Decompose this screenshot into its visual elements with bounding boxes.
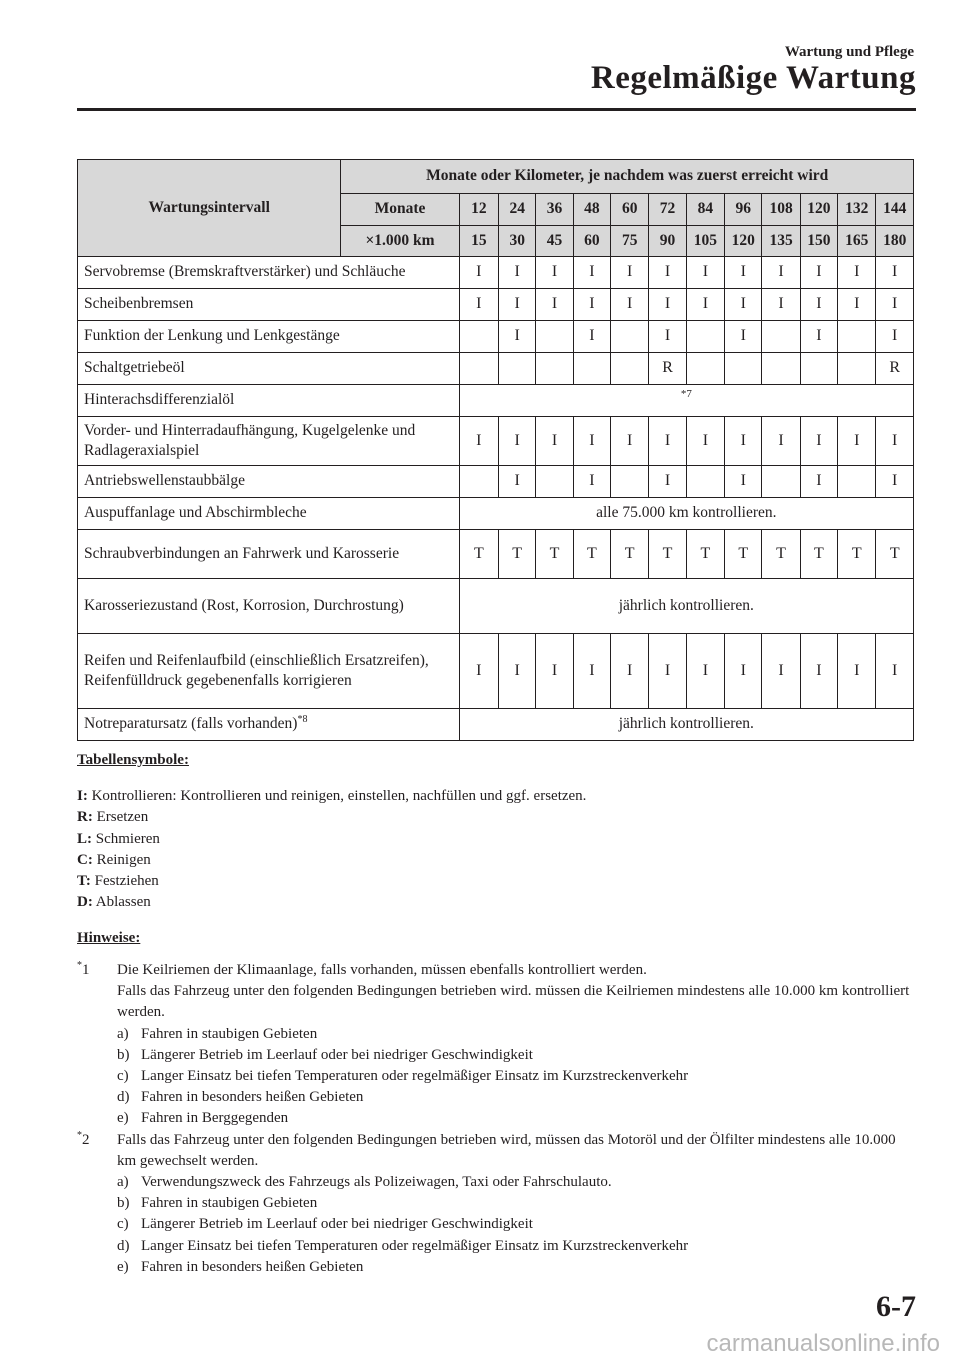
interval-cell bbox=[536, 353, 573, 385]
interval-cell: I bbox=[800, 417, 837, 466]
interval-cell: I bbox=[611, 289, 649, 321]
interval-cell: I bbox=[800, 321, 837, 353]
month-cell: 108 bbox=[762, 194, 800, 226]
km-cell: 60 bbox=[573, 226, 610, 257]
note-num-text: 2 bbox=[82, 1131, 90, 1148]
month-cell: 96 bbox=[725, 194, 762, 226]
interval-cell: I bbox=[800, 257, 837, 289]
interval-cell: I bbox=[611, 417, 649, 466]
note-sub-letter: d) bbox=[117, 1237, 130, 1254]
note-sub-letter: c) bbox=[117, 1216, 129, 1233]
interval-cell: T bbox=[573, 530, 610, 579]
table-row bbox=[78, 321, 914, 353]
interval-cell: I bbox=[838, 289, 876, 321]
interval-cell: I bbox=[499, 417, 536, 466]
interval-cell: I bbox=[686, 634, 724, 709]
item-label-text: Hinterachsdifferenzialöl bbox=[84, 391, 235, 409]
note-subitem bbox=[117, 1172, 917, 1193]
interval-cell: T bbox=[499, 530, 536, 579]
interval-cell: I bbox=[725, 417, 762, 466]
table-row bbox=[78, 579, 914, 634]
note-sub-letter: e) bbox=[117, 1258, 129, 1275]
item-label bbox=[78, 466, 460, 498]
interval-cell: R bbox=[876, 353, 914, 385]
km-cell: 180 bbox=[876, 226, 914, 257]
interval-cell bbox=[459, 353, 498, 385]
interval-cell: I bbox=[459, 257, 498, 289]
item-label-text: Reifen und Reifenlaufbild (einschließlich Ersatzreifen), Reifenfülldruck gegebenenfalls korrigieren bbox=[84, 651, 429, 689]
table-row bbox=[78, 289, 914, 321]
km-cell: 165 bbox=[838, 226, 876, 257]
interval-cell: I bbox=[725, 321, 762, 353]
note-item bbox=[77, 960, 917, 1130]
interval-cell bbox=[725, 353, 762, 385]
interval-cell: I bbox=[762, 257, 800, 289]
interval-cell bbox=[459, 321, 498, 353]
month-cell: 36 bbox=[536, 194, 573, 226]
interval-cell bbox=[762, 353, 800, 385]
table-row bbox=[78, 353, 914, 385]
interval-cell: I bbox=[876, 634, 914, 709]
interval-cell: T bbox=[649, 530, 686, 579]
item-label-text: Antriebswellenstaubbälge bbox=[84, 472, 245, 490]
item-label bbox=[78, 530, 460, 579]
km-label: ×1.000 km bbox=[341, 226, 459, 257]
table-row bbox=[78, 530, 914, 579]
item-label bbox=[78, 498, 460, 530]
interval-cell: I bbox=[725, 289, 762, 321]
interval-cell bbox=[838, 466, 876, 498]
item-label-text: Schraubverbindungen an Fahrwerk und Karosserie bbox=[84, 544, 400, 562]
item-label bbox=[78, 353, 460, 385]
interval-cell: I bbox=[459, 417, 498, 466]
note-number bbox=[77, 1130, 90, 1151]
interval-cell: I bbox=[762, 289, 800, 321]
note-sub-letter: e) bbox=[117, 1110, 129, 1127]
interval-cell: I bbox=[611, 257, 649, 289]
interval-cell: I bbox=[725, 634, 762, 709]
interval-cell bbox=[838, 321, 876, 353]
table-row bbox=[78, 634, 914, 709]
note-sub-letter: a) bbox=[117, 1174, 129, 1191]
interval-cell: I bbox=[686, 417, 724, 466]
interval-cell: I bbox=[459, 289, 498, 321]
item-label bbox=[78, 385, 460, 417]
interval-cell: I bbox=[686, 289, 724, 321]
notes-list bbox=[77, 960, 917, 1278]
item-label-text: Vorder- und Hinterradaufhängung, Kugelgelenke und Radlageraxialspiel bbox=[84, 421, 416, 459]
month-cell: 120 bbox=[800, 194, 837, 226]
legend-text: Ersetzen bbox=[96, 809, 149, 826]
interval-cell: I bbox=[573, 321, 610, 353]
footnote-ref: *8 bbox=[297, 714, 308, 726]
interval-cell: I bbox=[536, 257, 573, 289]
interval-cell: I bbox=[762, 634, 800, 709]
legend-symbol: I: bbox=[77, 788, 88, 804]
interval-cell: I bbox=[573, 289, 610, 321]
interval-cell: T bbox=[611, 530, 649, 579]
interval-cell: R bbox=[649, 353, 686, 385]
interval-cell: I bbox=[499, 634, 536, 709]
km-cell: 105 bbox=[686, 226, 724, 257]
legend-text: Schmieren bbox=[95, 830, 160, 847]
interval-cell: I bbox=[686, 257, 724, 289]
interval-cell: T bbox=[876, 530, 914, 579]
interval-cell: I bbox=[499, 466, 536, 498]
interval-cell: I bbox=[725, 466, 762, 498]
table-row bbox=[78, 257, 914, 289]
item-label-text: Funktion der Lenkung und Lenkgestänge bbox=[84, 327, 340, 345]
note-star: * bbox=[77, 960, 82, 971]
note-star: * bbox=[77, 1129, 82, 1141]
interval-cell: I bbox=[573, 634, 610, 709]
interval-cell: T bbox=[725, 530, 762, 579]
interval-label: Wartungsintervall bbox=[78, 160, 341, 257]
interval-cell: T bbox=[838, 530, 876, 579]
interval-cell bbox=[611, 321, 649, 353]
interval-cell: I bbox=[499, 289, 536, 321]
item-label bbox=[78, 709, 460, 741]
item-label-text: Auspuffanlage und Abschirmbleche bbox=[84, 504, 307, 522]
note-line: Die Keilriemen der Klimaanlage, falls vorhanden, müssen ebenfalls kontrolliert werden. bbox=[117, 962, 647, 978]
legend-item bbox=[77, 786, 586, 807]
month-cell: 84 bbox=[686, 194, 724, 226]
interval-cell: T bbox=[762, 530, 800, 579]
legend-text: Kontrollieren: Kontrollieren und reinigen, einstellen, nachfüllen und ggf. ersetzen. bbox=[91, 788, 587, 804]
interval-cell: I bbox=[800, 634, 837, 709]
note-subitem bbox=[117, 1108, 917, 1129]
km-cell: 15 bbox=[459, 226, 498, 257]
interval-cell bbox=[762, 321, 800, 353]
km-cell: 75 bbox=[611, 226, 649, 257]
interval-cell: I bbox=[499, 257, 536, 289]
km-cell: 90 bbox=[649, 226, 686, 257]
note-subitem bbox=[117, 1193, 917, 1214]
note-subitem bbox=[117, 1257, 917, 1278]
interval-cell: I bbox=[499, 321, 536, 353]
note-sub-text: Fahren in besonders heißen Gebieten bbox=[141, 1258, 364, 1275]
item-label-text: Karosseriezustand (Rost, Korrosion, Durchrostung) bbox=[84, 596, 404, 614]
interval-cell: I bbox=[536, 289, 573, 321]
interval-cell bbox=[611, 466, 649, 498]
note-sub-text: Langer Einsatz bei tiefen Temperaturen oder regelmäßiger Einsatz im Kurzstreckenverkehr bbox=[141, 1068, 689, 1085]
interval-cell: I bbox=[762, 417, 800, 466]
note-subitem bbox=[117, 1087, 917, 1108]
header-row bbox=[78, 160, 914, 194]
item-label bbox=[78, 321, 460, 353]
month-cell: 132 bbox=[838, 194, 876, 226]
note-sub-letter: a) bbox=[117, 1025, 129, 1042]
interval-cell: I bbox=[536, 634, 573, 709]
maintenance-table bbox=[77, 159, 914, 741]
legend-title: Tabellensymbole: bbox=[77, 752, 189, 768]
item-label bbox=[78, 257, 460, 289]
watermark: carmanualsonline.info bbox=[706, 1330, 940, 1357]
interval-note: alle 75.000 km kontrollieren. bbox=[459, 498, 913, 530]
interval-cell: I bbox=[725, 257, 762, 289]
interval-cell: I bbox=[649, 466, 686, 498]
note-subitem bbox=[117, 1236, 917, 1257]
note-subitem bbox=[117, 1024, 917, 1045]
item-label bbox=[78, 417, 460, 466]
note-sub-letter: d) bbox=[117, 1089, 130, 1106]
km-cell: 30 bbox=[499, 226, 536, 257]
interval-cell bbox=[762, 466, 800, 498]
section-header: Wartung und Pflege bbox=[784, 44, 914, 60]
interval-cell: T bbox=[536, 530, 573, 579]
month-cell: 60 bbox=[611, 194, 649, 226]
month-cell: 48 bbox=[573, 194, 610, 226]
month-cell: 144 bbox=[876, 194, 914, 226]
interval-cell: I bbox=[649, 321, 686, 353]
interval-cell: I bbox=[573, 417, 610, 466]
interval-cell: I bbox=[649, 417, 686, 466]
interval-cell bbox=[573, 353, 610, 385]
note-line: Falls das Fahrzeug unter den folgenden Bedingungen betrieben wird, müssen das Motoröl und der Ölfilter mindestens alle 10.000 km gewechselt werden. bbox=[117, 1131, 896, 1169]
km-cell: 45 bbox=[536, 226, 573, 257]
interval-cell bbox=[459, 466, 498, 498]
note-sub-letter: b) bbox=[117, 1046, 130, 1063]
interval-cell bbox=[800, 353, 837, 385]
note-sub-text: Längerer Betrieb im Leerlauf oder bei niedriger Geschwindigkeit bbox=[141, 1216, 533, 1233]
note-sub-text: Verwendungszweck des Fahrzeugs als Polizeiwagen, Taxi oder Fahrschulauto. bbox=[141, 1174, 612, 1191]
item-label bbox=[78, 634, 460, 709]
table-row bbox=[78, 385, 914, 417]
note-subitem bbox=[117, 1066, 917, 1087]
km-cell: 150 bbox=[800, 226, 837, 257]
legend-item bbox=[77, 892, 586, 913]
item-label-text: Servobremse (Bremskraftverstärker) und Schläuche bbox=[84, 263, 406, 281]
interval-cell: T bbox=[686, 530, 724, 579]
note-sub-text: Fahren in staubigen Gebieten bbox=[141, 1195, 318, 1212]
legend-item bbox=[77, 829, 586, 850]
interval-cell bbox=[499, 353, 536, 385]
interval-cell: I bbox=[649, 634, 686, 709]
note-sub-letter: c) bbox=[117, 1068, 129, 1085]
interval-cell: I bbox=[536, 417, 573, 466]
interval-cell: I bbox=[876, 257, 914, 289]
legend-symbol: T: bbox=[77, 873, 91, 890]
legend-symbol: R: bbox=[77, 809, 93, 826]
legend-text: Ablassen bbox=[95, 894, 151, 911]
legend-text: Reinigen bbox=[96, 851, 151, 868]
month-cell: 72 bbox=[649, 194, 686, 226]
month-cell: 12 bbox=[459, 194, 498, 226]
interval-cell bbox=[686, 353, 724, 385]
interval-cell: I bbox=[800, 289, 837, 321]
interval-cell bbox=[536, 321, 573, 353]
note-sub-text: Fahren in staubigen Gebieten bbox=[141, 1025, 318, 1042]
page-title: Regelmäßige Wartung bbox=[590, 60, 916, 96]
legend-text: Festziehen bbox=[94, 873, 159, 890]
legend-symbol: C: bbox=[77, 851, 93, 868]
note-sub-letter: b) bbox=[117, 1195, 130, 1212]
interval-cell: T bbox=[459, 530, 498, 579]
note-sub-text: Längerer Betrieb im Leerlauf oder bei niedriger Geschwindigkeit bbox=[141, 1046, 533, 1063]
interval-cell: I bbox=[838, 257, 876, 289]
interval-cell: I bbox=[876, 289, 914, 321]
item-label-text: Scheibenbremsen bbox=[84, 295, 194, 313]
month-cell: 24 bbox=[499, 194, 536, 226]
interval-cell: I bbox=[611, 634, 649, 709]
table-row bbox=[78, 466, 914, 498]
item-label-text: Notreparatursatz (falls vorhanden) bbox=[84, 715, 298, 733]
note-number bbox=[77, 960, 90, 981]
interval-cell: I bbox=[876, 417, 914, 466]
interval-cell bbox=[686, 466, 724, 498]
interval-cell: T bbox=[800, 530, 837, 579]
interval-cell bbox=[611, 353, 649, 385]
months-label: Monate bbox=[341, 194, 459, 226]
legend-item bbox=[77, 871, 586, 892]
km-cell: 120 bbox=[725, 226, 762, 257]
interval-cell: I bbox=[838, 417, 876, 466]
interval-cell: I bbox=[876, 466, 914, 498]
note-item bbox=[77, 1130, 917, 1278]
interval-note: jährlich kontrollieren. bbox=[459, 709, 913, 741]
note-sub-text: Langer Einsatz bei tiefen Temperaturen oder regelmäßiger Einsatz im Kurzstreckenverkehr bbox=[141, 1237, 689, 1254]
interval-cell: I bbox=[838, 634, 876, 709]
legend-symbol: D: bbox=[77, 894, 93, 911]
page-number: 6-7 bbox=[876, 1290, 916, 1323]
legend-symbol: L: bbox=[77, 830, 92, 847]
notes-title: Hinweise: bbox=[77, 930, 141, 946]
legend-item bbox=[77, 850, 586, 871]
table-row bbox=[78, 417, 914, 466]
km-cell: 135 bbox=[762, 226, 800, 257]
interval-cell: I bbox=[800, 466, 837, 498]
item-label-text: Schaltgetriebeöl bbox=[84, 359, 185, 377]
table-row bbox=[78, 498, 914, 530]
note-sub-text: Fahren in Berggegenden bbox=[141, 1110, 289, 1127]
note-subitem bbox=[117, 1214, 917, 1235]
legend-list bbox=[77, 786, 586, 914]
interval-note: jährlich kontrollieren. bbox=[459, 579, 913, 634]
note-line: Falls das Fahrzeug unter den folgenden Bedingungen betrieben wird. müssen die Keilriemen mindestens alle 10.000 km kontrolliert werden. bbox=[117, 983, 910, 1021]
interval-cell: I bbox=[459, 634, 498, 709]
span-header: Monate oder Kilometer, je nachdem was zuerst erreicht wird bbox=[341, 160, 914, 194]
interval-cell: I bbox=[573, 466, 610, 498]
interval-cell: I bbox=[649, 289, 686, 321]
interval-cell: I bbox=[876, 321, 914, 353]
legend-item bbox=[77, 807, 586, 828]
note-subitem bbox=[117, 1045, 917, 1066]
note-num-text: 1 bbox=[82, 962, 90, 978]
interval-cell bbox=[838, 353, 876, 385]
interval-cell: I bbox=[649, 257, 686, 289]
header-rule bbox=[77, 108, 916, 111]
interval-cell bbox=[536, 466, 573, 498]
interval-cell: I bbox=[573, 257, 610, 289]
note-sub-text: Fahren in besonders heißen Gebieten bbox=[141, 1089, 364, 1106]
table-row bbox=[78, 709, 914, 741]
item-label bbox=[78, 289, 460, 321]
item-label bbox=[78, 579, 460, 634]
interval-note: *7 bbox=[459, 385, 913, 417]
interval-cell bbox=[686, 321, 724, 353]
